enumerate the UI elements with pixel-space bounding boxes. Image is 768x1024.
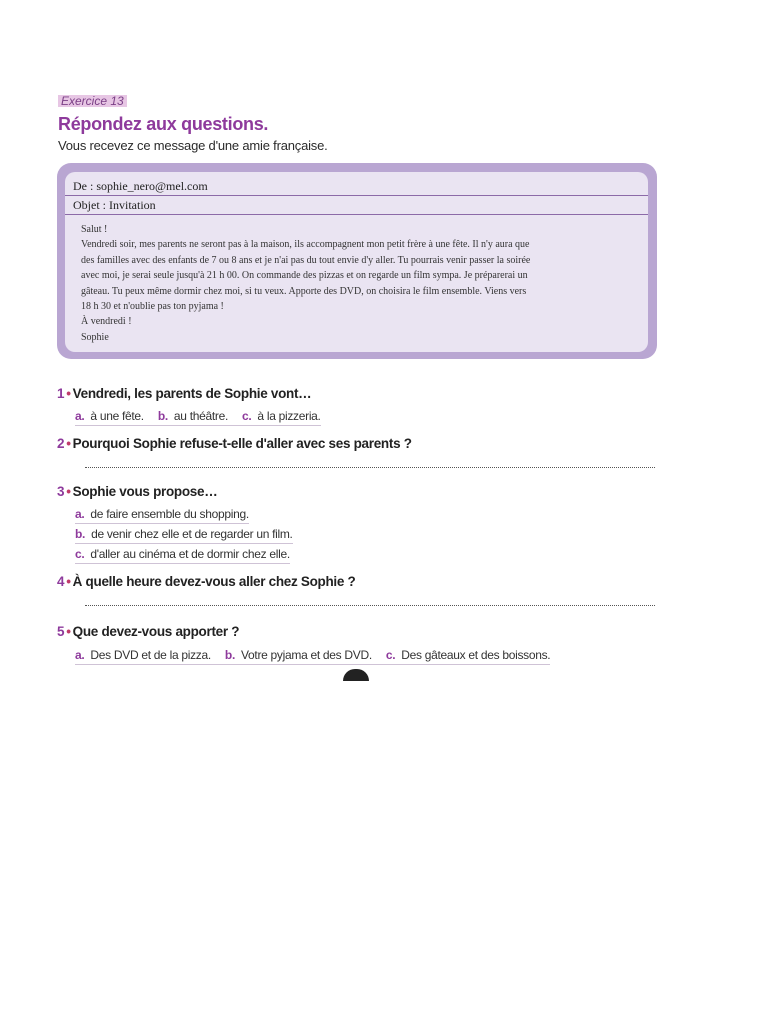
bullet-icon: •: [66, 436, 71, 451]
option-c[interactable]: [242, 409, 321, 423]
option-a[interactable]: [75, 409, 144, 423]
question-1: [57, 386, 311, 401]
bullet-icon: •: [66, 574, 71, 589]
option-text: Des gâteaux et des boissons.: [401, 648, 551, 662]
email-body-line: gâteau. Tu peux même dormir chez moi, si tu veux. Apporte des DVD, on choisira le film ensemble. Viens vers: [81, 285, 527, 297]
option-b[interactable]: [158, 409, 228, 423]
exercise-tag: Exercice 13: [58, 95, 127, 107]
question-number: 5: [57, 624, 65, 639]
question-1-options: [75, 409, 321, 426]
question-5: [57, 624, 239, 639]
bullet-icon: •: [66, 624, 71, 639]
option-letter: b.: [157, 409, 168, 423]
option-letter: b.: [75, 527, 86, 541]
bullet-icon: •: [66, 386, 71, 401]
option-b[interactable]: [75, 527, 293, 544]
email-body: [81, 222, 631, 345]
option-text: à la pizzeria.: [257, 409, 321, 423]
page-tab-marker: [343, 669, 369, 681]
divider: [65, 195, 648, 196]
exercise-intro: Vous recevez ce message d'une amie française.: [58, 138, 328, 153]
option-text: de faire ensemble du shopping.: [90, 507, 249, 521]
email-body-line: Vendredi soir, mes parents ne seront pas à la maison, ils accompagnent mon petit frère à une fête. Il n'y aura que: [81, 239, 530, 251]
email-content: [65, 172, 648, 352]
email-body-line: Sophie: [81, 331, 109, 343]
email-subject: Objet : Invitation: [73, 198, 156, 212]
email-card: [57, 163, 657, 359]
question-2: [57, 436, 412, 451]
email-body-line: À vendredi !: [81, 316, 132, 328]
divider: [65, 214, 648, 215]
question-text: À quelle heure devez-vous aller chez Sophie ?: [72, 574, 356, 589]
option-text: à une fête.: [90, 409, 144, 423]
option-a[interactable]: [75, 648, 211, 662]
option-letter: c.: [242, 409, 252, 423]
question-5-options: [75, 648, 550, 665]
answer-line[interactable]: [85, 467, 655, 468]
email-body-line: des familles avec des enfants de 7 ou 8 ans et je n'ai pas du tout envie d'y aller. Tu pourrais venir passer la soirée: [81, 254, 531, 266]
question-number: 1: [57, 386, 65, 401]
option-letter: a.: [75, 507, 85, 521]
option-text: Votre pyjama et des DVD.: [241, 648, 372, 662]
question-text: Sophie vous propose…: [72, 484, 218, 499]
option-letter: c.: [385, 648, 396, 662]
question-4: [57, 574, 356, 589]
email-from: De : sophie_nero@mel.com: [73, 179, 208, 193]
option-b[interactable]: [225, 648, 372, 662]
option-text: au théâtre.: [173, 409, 228, 423]
option-a[interactable]: [75, 507, 249, 524]
question-text: Vendredi, les parents de Sophie vont…: [72, 386, 312, 401]
answer-line[interactable]: [85, 605, 655, 606]
exercise-title: Répondez aux questions.: [58, 114, 269, 134]
option-text: Des DVD et de la pizza.: [90, 648, 211, 662]
question-number: 4: [57, 574, 65, 589]
option-c[interactable]: [386, 648, 550, 662]
email-body-line: avec moi, je serai seule jusqu'à 21 h 00. On commande des pizzas et on regarde un film sympa. Je préparerai un: [81, 270, 528, 282]
email-body-line: 18 h 30 et n'oublie pas ton pyjama !: [81, 301, 224, 313]
option-c[interactable]: [75, 547, 290, 564]
option-letter: c.: [75, 547, 85, 561]
question-text: Pourquoi Sophie refuse-t-elle d'aller avec ses parents ?: [72, 436, 412, 451]
option-text: de venir chez elle et de regarder un film.: [91, 527, 293, 541]
question-3: [57, 484, 217, 499]
option-letter: a.: [75, 648, 85, 662]
question-text: Que devez-vous apporter ?: [72, 624, 240, 639]
option-letter: a.: [75, 409, 85, 423]
email-body-line: Salut !: [81, 224, 108, 235]
question-number: 2: [57, 436, 65, 451]
question-number: 3: [57, 484, 65, 499]
bullet-icon: •: [66, 484, 71, 499]
option-letter: b.: [224, 648, 235, 662]
option-text: d'aller au cinéma et de dormir chez elle.: [90, 547, 290, 561]
